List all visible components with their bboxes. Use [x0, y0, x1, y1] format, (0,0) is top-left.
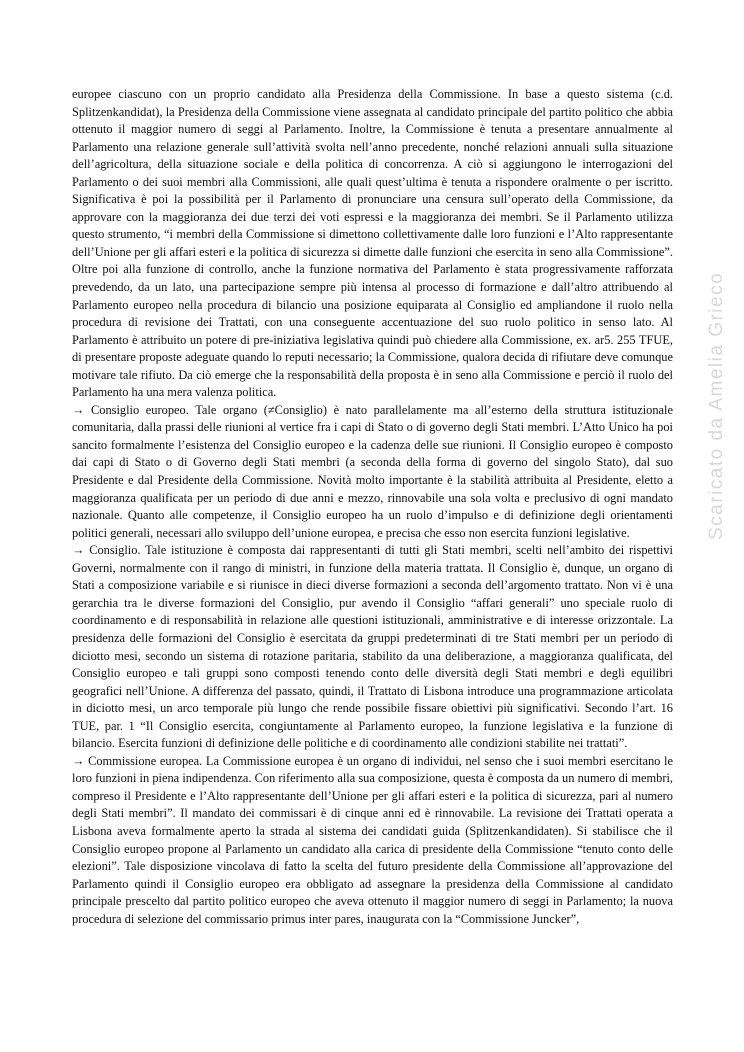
paragraph-consiglio-europeo: → Consiglio europeo. Tale organo (≠Consiglio) è nato parallelamente ma all’esterno della struttura istituzionale comunitaria, dalla prassi delle riunioni al vertice fra i capi di Stato o di governo degli Stati membri. L’Atto Unico ha poi sancito formalmente l’esistenza del Consiglio europeo e la cadenza delle sue riunioni. Il Consiglio europeo è composto dai capi di Stato o di Governo degli Stati membri (a seconda della forma di governo del singolo Stato), dal suo Presidente e dal Presidente della Commissione. Novità molto importante è la stabilità attribuita al Presidente, eletto a maggioranza qualificata per un periodo di due anni e mezzo, rinnovabile una sola volta e preclusivo di ogni mandato nazionale. Quanto alle competenze, il Consiglio europeo ha un ruolo d’impulso e di definizione degli orientamenti politici generali, necessari allo sviluppo dell’unione europea, e precisa che esso non esercita funzioni legislative.	[72, 402, 673, 540]
paragraph-parlamento: europee ciascuno con un proprio candidato alla Presidenza della Commissione. In base a questo sistema (c.d. Splitzenkandidat), la Presidenza della Commissione viene assegnata al candidato principale del partito politico che abbia ottenuto il maggior numero di seggi al Parlamento. Inoltre, la Commissione è tenuta a presentare annualmente al Parlamento una relazione generale sull’attività svolta nell’anno precedente, nonché relazioni annuali sulla situazione dell’agricoltura, della situazione sociale e della politica di concorrenza. A ciò si aggiungono le interrogazioni del Parlamento o dei suoi membri alla Commissioni, alle quali quest’ultima è tenuta a rispondere oralmente o per iscritto. Significativa è poi la possibilità per il Parlamento di pronunciare una censura sull’operato della Commissione, da approvare con la maggioranza dei due terzi dei voti espressi e la maggioranza dei membri. Se il Parlamento utilizza questo strumento, “i membri della Commissione si dimettono collettivamente dalle loro funzioni e l’Alto rappresentante dell’Unione per gli affari esteri e la politica di sicurezza si dimette dalle funzioni che esercita in seno alla Commissione”. Oltre poi alla funzione di controllo, anche la funzione normativa del Parlamento è stata progressivamente rafforzata prevedendo, da un lato, una partecipazione sempre più intensa al processo di formazione e dall’altro attribuendo al Parlamento europeo nella procedura di bilancio una posizione equiparata al Consiglio ed ampliandone il ruolo nella procedura di revisione dei Trattati, con una conseguente accentuazione del suo ruolo politico in senso lato. Al Parlamento è attribuito un potere di pre-iniziativa legislativa quindi può chiedere alla Commissione, ex. ar5. 255 TFUE, di presentare proposte adeguate quando lo reputi necessario; la Commissione, qualora decida di rifiutare deve comunque motivare tale rifiuto. Da ciò emerge che la responsabilità della proposta è in seno alla Commissione e perciò il ruolo del Parlamento ha una mera valenza politica.	[72, 87, 673, 400]
document-page	[72, 86, 673, 928]
paragraph-commissione-europea: → Commissione europea. La Commissione europea è un organo di individui, nel senso che i suoi membri esercitano le loro funzioni in piena indipendenza. Con riferimento alla sua composizione, questa è composta da un numero di membri, compreso il Presidente e l’Alto rappresentante dell’Unione per gli affari esteri e la politica di sicurezza, pari al numero degli Stati membri”. Il mandato dei commissari è di cinque anni ed è rinnovabile. La revisione dei Trattati operata a Lisbona aveva formalmente aperto la strada al sistema dei candidati guida (Splitzenkandidaten). Si stabilisce che il Consiglio europeo propone al Parlamento un candidato alla carica di presidente della Commissione “tenuto conto delle elezioni”. Tale disposizione vincolava di fatto la scelta del futuro presidente della Commissione all’approvazione del Parlamento quindi il Consiglio europeo era obbligato ad assegnare la presidenza della Commissione al candidato principale prescelto dal partito politico europeo che aveva ottenuto il maggior numero di seggi in Parlamento; la nuova procedura di selezione del commissario primus inter pares, inaugurata con la “Commissione Juncker”,	[72, 753, 673, 926]
paragraph-consiglio: → Consiglio. Tale istituzione è composta dai rappresentanti di tutti gli Stati membri, scelti nell’ambito dei rispettivi Governi, normalmente con il rango di ministri, in funzione della materia trattata. Il Consiglio è, dunque, un organo di Stati a composizione variabile e si riunisce in dieci diverse formazioni a seconda dell’argomento trattato. Non vi è una gerarchia tra le diverse formazioni del Consiglio, pur avendo il Consiglio “affari generali” uno speciale ruolo di coordinamento e di responsabilità in relazione alle questioni istituzionali, amministrative e di interesse orizzontale. La presidenza delle formazioni del Consiglio è esercitata da gruppi predeterminati di tre Stati membri per un periodo di diciotto mesi, secondo un sistema di rotazione paritaria, stabilito da una deliberazione, a maggioranza qualificata, del Consiglio europeo e tali gruppi sono composti tenendo conto delle diversità degli Stati membri e degli equilibri geografici nell’Unione. A differenza del passato, quindi, il Trattato di Lisbona introduce una programmazione articolata in diciotto mesi, un arco temporale più lungo che rende possibile fissare obiettivi più significativi. Secondo l’art. 16 TUE, par. 1 “Il Consiglio esercita, congiuntamente al Parlamento europeo, la funzione legislativa e la funzione di bilancio. Esercita funzioni di definizione delle politiche e di coordinamento alle condizioni stabilite nei trattati”.	[72, 543, 673, 751]
watermark: Scaricato da Amelia Grieco	[706, 271, 727, 540]
